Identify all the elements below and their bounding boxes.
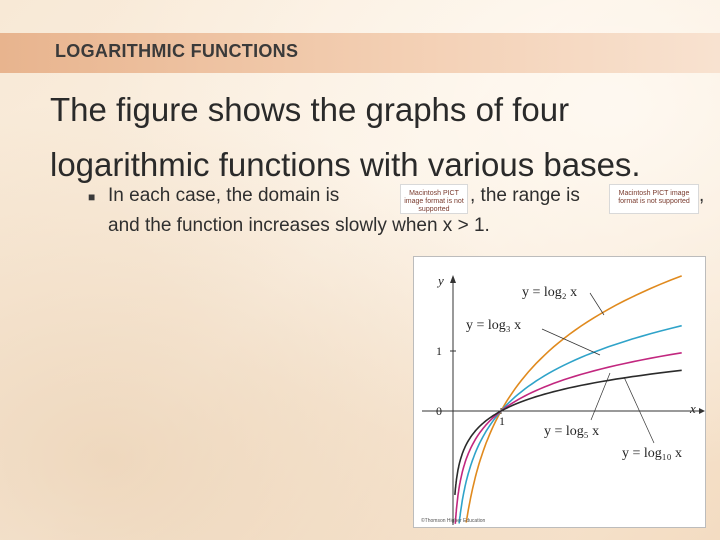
domain-image-placeholder: Macintosh PICT image format is not supported	[400, 184, 468, 214]
y-axis-arrow-icon	[450, 275, 456, 283]
slide-heading: The figure shows the graphs of four logarithmic functions with various bases.	[50, 91, 641, 183]
label-log2: y = log₂ x	[522, 285, 578, 300]
label-log3: y = log₃ x	[466, 318, 522, 333]
log-functions-plot	[414, 257, 705, 527]
y-axis-label: y	[438, 273, 444, 288]
pointer-log5	[591, 373, 610, 420]
curve-log2	[466, 276, 682, 523]
bullet-text-line1	[108, 185, 339, 207]
log-functions-figure	[413, 256, 706, 528]
label-log5: y = log₅ x	[544, 424, 600, 439]
pointer-log2	[590, 293, 604, 315]
bullet-text-range: , the range is	[470, 185, 580, 206]
slide-title: LOGARITHMIC FUNCTIONS	[55, 41, 299, 61]
bullet-square-icon: ■	[88, 190, 96, 204]
bullet-text-line2: and the function increases slowly when x > 1.	[108, 215, 490, 236]
range-image-placeholder: Macintosh PICT image format is not supported	[609, 184, 699, 214]
pointer-log10	[624, 377, 654, 443]
copyright-note: ©Thomson Higher Education	[421, 518, 486, 524]
bullet-text-domain: In each case, the domain is	[108, 185, 340, 206]
x-tick-label-one: 1	[499, 414, 505, 428]
curves-group	[455, 276, 682, 524]
bullet-text-comma: ,	[699, 185, 705, 206]
y-tick-label-one: 1	[436, 344, 442, 358]
x-axis-label: x	[690, 401, 696, 416]
label-log10: y = log₁₀ x	[622, 446, 683, 461]
x-axis-arrow-icon	[699, 408, 705, 414]
origin-label: 0	[436, 404, 442, 418]
